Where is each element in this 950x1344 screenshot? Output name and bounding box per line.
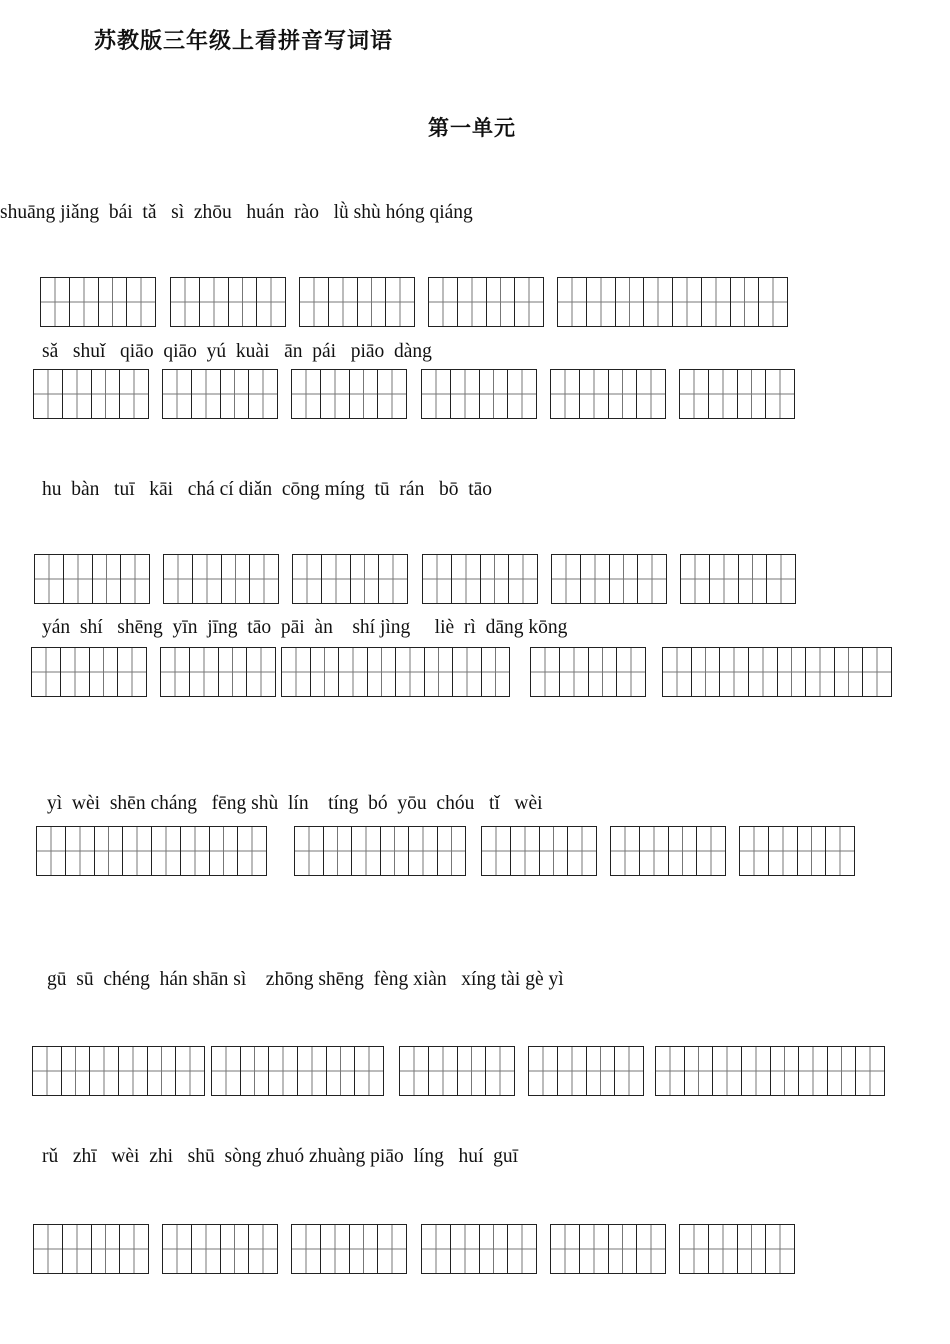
writing-grid-row1-word1 [40, 277, 156, 327]
tianzige-cell [118, 1047, 147, 1095]
tianzige-cell [672, 278, 701, 326]
tianzige-cell [531, 648, 559, 696]
tianzige-cell [408, 827, 437, 875]
tianzige-cell [310, 648, 339, 696]
tianzige-cell [92, 555, 121, 603]
tianzige-cell [249, 555, 278, 603]
writing-grid-row2-word6 [679, 369, 795, 419]
writing-grid-row1-word2 [170, 277, 286, 327]
tianzige-cell [60, 648, 89, 696]
tianzige-cell [507, 1225, 536, 1273]
tianzige-cell [636, 1225, 665, 1273]
tianzige-cell [89, 1047, 118, 1095]
tianzige-cell [424, 648, 453, 696]
writing-grid-row7-word6 [679, 1224, 795, 1274]
tianzige-cell [295, 827, 323, 875]
tianzige-cell [805, 648, 834, 696]
tianzige-cell [180, 827, 209, 875]
tianzige-cell [91, 1225, 120, 1273]
tianzige-cell [639, 827, 668, 875]
writing-grid-row3-word4 [422, 554, 538, 604]
tianzige-cell [798, 1047, 827, 1095]
tianzige-cell [508, 555, 537, 603]
tianzige-cell [579, 1225, 608, 1273]
tianzige-cell [748, 648, 777, 696]
tianzige-cell [61, 1047, 90, 1095]
tianzige-cell [656, 1047, 684, 1095]
tianzige-cell [701, 278, 730, 326]
tianzige-cell [429, 278, 457, 326]
pinyin-row-3: hu bàn tuī kāi chá cí diǎn cōng míng tū rán bō tāo [42, 479, 493, 500]
tianzige-cell [609, 555, 638, 603]
writing-grid-row6-word3 [399, 1046, 515, 1096]
tianzige-cell [293, 555, 321, 603]
tianzige-cell [199, 278, 228, 326]
tianzige-cell [354, 1047, 383, 1095]
tianzige-cell [292, 370, 320, 418]
tianzige-cell [614, 1047, 643, 1095]
tianzige-cell [684, 1047, 713, 1095]
tianzige-cell [175, 1047, 204, 1095]
tianzige-cell [385, 278, 414, 326]
tianzige-cell [862, 648, 891, 696]
tianzige-cell [643, 278, 672, 326]
tianzige-cell [696, 827, 725, 875]
tianzige-cell [62, 1225, 91, 1273]
tianzige-cell [367, 648, 396, 696]
tianzige-cell [580, 555, 609, 603]
tianzige-cell [510, 827, 539, 875]
writing-grid-row5-word2 [294, 826, 466, 876]
tianzige-cell [486, 278, 515, 326]
tianzige-cell [855, 1047, 884, 1095]
tianzige-cell [586, 1047, 615, 1095]
tianzige-cell [377, 370, 406, 418]
tianzige-cell [320, 370, 349, 418]
tianzige-cell [552, 555, 580, 603]
tianzige-cell [422, 1225, 450, 1273]
tianzige-cell [680, 370, 708, 418]
tianzige-cell [514, 278, 543, 326]
writing-grid-row3-word1 [34, 554, 150, 604]
writing-grid-row4-word5 [662, 647, 892, 697]
tianzige-cell [507, 370, 536, 418]
tianzige-cell [163, 1225, 191, 1273]
tianzige-cell [708, 1225, 737, 1273]
tianzige-cell [248, 370, 277, 418]
tianzige-cell [737, 1225, 766, 1273]
tianzige-cell [320, 1225, 349, 1273]
tianzige-cell [256, 278, 285, 326]
tianzige-cell [380, 827, 409, 875]
writing-grid-row5-word5 [739, 826, 855, 876]
tianzige-cell [122, 827, 151, 875]
writing-grid-row2-word1 [33, 369, 149, 419]
writing-grid-row2-word2 [162, 369, 278, 419]
tianzige-cell [400, 1047, 428, 1095]
writing-grid-row4-word3 [281, 647, 510, 697]
tianzige-cell [422, 370, 450, 418]
tianzige-cell [63, 555, 92, 603]
tianzige-cell [164, 555, 192, 603]
tianzige-cell [797, 827, 826, 875]
writing-grid-row7-word1 [33, 1224, 149, 1274]
tianzige-cell [825, 827, 854, 875]
tianzige-cell [377, 1225, 406, 1273]
writing-grid-row2-word5 [550, 369, 666, 419]
tianzige-cell [668, 827, 697, 875]
tianzige-cell [248, 1225, 277, 1273]
tianzige-cell [479, 370, 508, 418]
writing-grid-row1-word5 [557, 277, 788, 327]
tianzige-cell [65, 827, 94, 875]
tianzige-cell [89, 648, 118, 696]
tianzige-cell [189, 648, 218, 696]
tianzige-cell [709, 555, 738, 603]
tianzige-cell [62, 370, 91, 418]
tianzige-cell [151, 827, 180, 875]
tianzige-cell [395, 648, 424, 696]
tianzige-cell [41, 278, 69, 326]
tianzige-cell [551, 370, 579, 418]
tianzige-cell [292, 1225, 320, 1273]
tianzige-cell [481, 648, 510, 696]
tianzige-cell [636, 370, 665, 418]
tianzige-cell [766, 555, 795, 603]
writing-grid-row6-word2 [211, 1046, 384, 1096]
tianzige-cell [338, 648, 367, 696]
writing-grid-row3-word2 [163, 554, 279, 604]
tianzige-cell [551, 1225, 579, 1273]
tianzige-cell [450, 370, 479, 418]
tianzige-cell [191, 370, 220, 418]
tianzige-cell [681, 555, 709, 603]
tianzige-cell [479, 1225, 508, 1273]
tianzige-cell [457, 1047, 486, 1095]
tianzige-cell [321, 555, 350, 603]
tianzige-cell [328, 278, 357, 326]
writing-grid-row6-word4 [528, 1046, 644, 1096]
tianzige-cell [192, 555, 221, 603]
tianzige-cell [163, 370, 191, 418]
pinyin-row-4: yán shí shēng yīn jīng tāo pāi àn shí jìng liè rì dāng kōng [42, 617, 568, 638]
unit-heading: 第一单元 [428, 115, 516, 140]
tianzige-cell [567, 827, 596, 875]
tianzige-cell [33, 1047, 61, 1095]
tianzige-cell [452, 648, 481, 696]
tianzige-cell [246, 648, 275, 696]
tianzige-cell [450, 1225, 479, 1273]
tianzige-cell [191, 1225, 220, 1273]
tianzige-cell [586, 278, 615, 326]
tianzige-cell [485, 1047, 514, 1095]
tianzige-cell [482, 827, 510, 875]
writing-grid-row4-word1 [31, 647, 147, 697]
tianzige-cell [615, 278, 644, 326]
tianzige-cell [209, 827, 238, 875]
tianzige-cell [437, 827, 466, 875]
tianzige-cell [117, 648, 146, 696]
tianzige-cell [297, 1047, 326, 1095]
writing-grid-row3-word5 [551, 554, 667, 604]
tianzige-cell [378, 555, 407, 603]
writing-grid-row5-word4 [610, 826, 726, 876]
tianzige-cell [719, 648, 748, 696]
tianzige-cell [738, 555, 767, 603]
writing-grid-row2-word3 [291, 369, 407, 419]
writing-grid-row3-word3 [292, 554, 408, 604]
tianzige-cell [69, 278, 98, 326]
tianzige-cell [34, 370, 62, 418]
writing-grid-row1-word3 [299, 277, 415, 327]
tianzige-cell [218, 648, 247, 696]
writing-grid-row4-word4 [530, 647, 646, 697]
tianzige-cell [349, 1225, 378, 1273]
tianzige-cell [282, 648, 310, 696]
tianzige-cell [220, 1225, 249, 1273]
tianzige-cell [770, 1047, 799, 1095]
writing-grid-row6-word1 [32, 1046, 205, 1096]
tianzige-cell [171, 278, 199, 326]
tianzige-cell [147, 1047, 176, 1095]
tianzige-cell [827, 1047, 856, 1095]
tianzige-cell [120, 555, 149, 603]
tianzige-cell [680, 1225, 708, 1273]
tianzige-cell [357, 278, 386, 326]
tianzige-cell [588, 648, 617, 696]
tianzige-cell [708, 370, 737, 418]
tianzige-cell [240, 1047, 269, 1095]
tianzige-cell [529, 1047, 557, 1095]
tianzige-cell [451, 555, 480, 603]
writing-grid-row7-word4 [421, 1224, 537, 1274]
tianzige-cell [37, 827, 65, 875]
tianzige-cell [611, 827, 639, 875]
tianzige-cell [300, 278, 328, 326]
tianzige-cell [228, 278, 257, 326]
tianzige-cell [663, 648, 691, 696]
tianzige-cell [268, 1047, 297, 1095]
tianzige-cell [712, 1047, 741, 1095]
tianzige-cell [758, 278, 787, 326]
tianzige-cell [765, 1225, 794, 1273]
tianzige-cell [237, 827, 266, 875]
tianzige-cell [741, 1047, 770, 1095]
tianzige-cell [34, 1225, 62, 1273]
pinyin-row-5: yì wèi shēn cháng fēng shù lín tíng bó yōu chóu tǐ wèi [47, 793, 543, 814]
tianzige-cell [834, 648, 863, 696]
page-title: 苏教版三年级上看拼音写词语 [94, 28, 394, 54]
tianzige-cell [457, 278, 486, 326]
tianzige-cell [212, 1047, 240, 1095]
tianzige-cell [558, 278, 586, 326]
tianzige-cell [740, 827, 768, 875]
tianzige-cell [350, 555, 379, 603]
tianzige-cell [32, 648, 60, 696]
tianzige-cell [220, 370, 249, 418]
writing-grid-row4-word2 [160, 647, 276, 697]
tianzige-cell [161, 648, 189, 696]
tianzige-cell [119, 370, 148, 418]
tianzige-cell [737, 370, 766, 418]
tianzige-cell [119, 1225, 148, 1273]
writing-grid-row7-word5 [550, 1224, 666, 1274]
pinyin-row-6: gū sū chéng hán shān sì zhōng shēng fèng xiàn xíng tài gè yì [47, 969, 564, 990]
tianzige-cell [777, 648, 806, 696]
writing-grid-row7-word2 [162, 1224, 278, 1274]
tianzige-cell [765, 370, 794, 418]
tianzige-cell [94, 827, 123, 875]
tianzige-cell [608, 370, 637, 418]
tianzige-cell [616, 648, 645, 696]
tianzige-cell [326, 1047, 355, 1095]
tianzige-cell [91, 370, 120, 418]
tianzige-cell [126, 278, 155, 326]
writing-grid-row6-word5 [655, 1046, 885, 1096]
tianzige-cell [423, 555, 451, 603]
tianzige-cell [323, 827, 352, 875]
writing-grid-row5-word3 [481, 826, 597, 876]
tianzige-cell [221, 555, 250, 603]
pinyin-row-2: sǎ shuǐ qiāo qiāo yú kuài ān pái piāo dàng [42, 341, 432, 362]
writing-grid-row5-word1 [36, 826, 267, 876]
pinyin-row-1: shuāng jiǎng bái tǎ sì zhōu huán rào lǜ shù hóng qiáng [0, 202, 473, 223]
writing-grid-row3-word6 [680, 554, 796, 604]
tianzige-cell [428, 1047, 457, 1095]
tianzige-cell [351, 827, 380, 875]
tianzige-cell [557, 1047, 586, 1095]
writing-grid-row2-word4 [421, 369, 537, 419]
tianzige-cell [691, 648, 720, 696]
tianzige-cell [539, 827, 568, 875]
writing-grid-row1-word4 [428, 277, 544, 327]
tianzige-cell [730, 278, 759, 326]
tianzige-cell [349, 370, 378, 418]
tianzige-cell [637, 555, 666, 603]
tianzige-cell [98, 278, 127, 326]
writing-grid-row7-word3 [291, 1224, 407, 1274]
tianzige-cell [559, 648, 588, 696]
tianzige-cell [579, 370, 608, 418]
tianzige-cell [480, 555, 509, 603]
pinyin-row-7: rǔ zhī wèi zhi shū sòng zhuó zhuàng piāo líng huí guī [42, 1146, 519, 1167]
tianzige-cell [608, 1225, 637, 1273]
tianzige-cell [35, 555, 63, 603]
tianzige-cell [768, 827, 797, 875]
